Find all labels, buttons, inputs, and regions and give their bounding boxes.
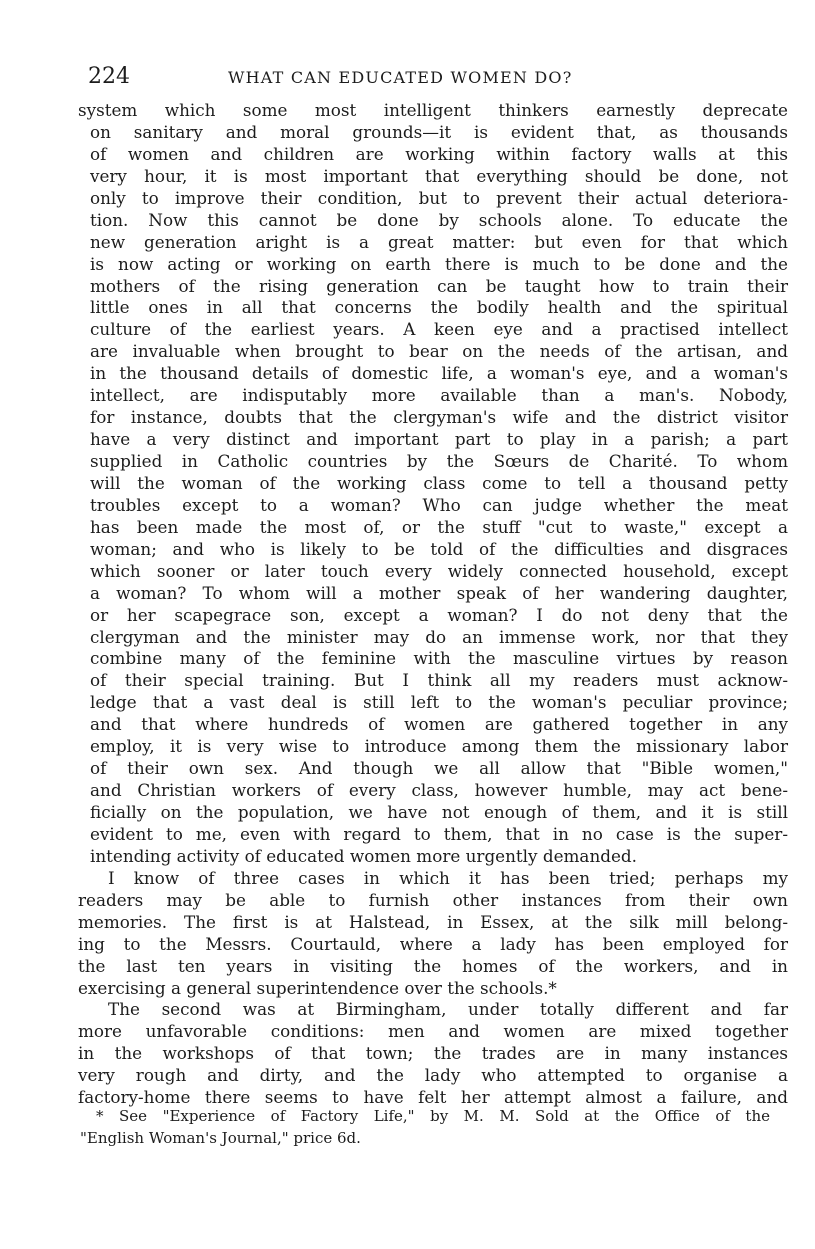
text-line: in the thousand details of domestic life, a woman's eye, and a woman's bbox=[90, 363, 788, 384]
text-line: more unfavorable conditions: men and women are mixed together bbox=[78, 1021, 788, 1042]
footnote bbox=[80, 1105, 770, 1149]
text-line: clergyman and the minister may do an immense work, nor that they bbox=[90, 626, 788, 647]
text-line: on sanitary and moral grounds—it is evident that, as thousands bbox=[90, 121, 788, 142]
text-line: employ, it is very wise to introduce among them the missionary labor bbox=[90, 736, 788, 757]
text-line: has been made the most of, or the stuff "cut to waste," except a bbox=[90, 516, 788, 537]
text-line: only to improve their condition, but to prevent their actual deteriora- bbox=[90, 187, 788, 208]
text-line: ledge that a vast deal is still left to the woman's peculiar province; bbox=[90, 692, 788, 713]
footnote-line: * See "Experience of Factory Life," by M. M. Sold at the Office of the bbox=[96, 1107, 770, 1125]
text-line: intending activity of educated women more urgently demanded. bbox=[90, 845, 637, 866]
text-line: woman; and who is likely to be told of the difficulties and disgraces bbox=[90, 538, 788, 559]
page-number: 224 bbox=[88, 64, 130, 89]
text-line: in the workshops of that town; the trades are in many instances bbox=[78, 1043, 788, 1064]
text-line: little ones in all that concerns the bodily health and the spiritual bbox=[90, 297, 788, 318]
text-line: The second was at Birmingham, under totally different and far bbox=[108, 999, 788, 1020]
text-line: combine many of the feminine with the masculine virtues by reason bbox=[90, 648, 788, 669]
text-line: of women and children are working within factory walls at this bbox=[90, 143, 788, 164]
text-line: system which some most intelligent thinkers earnestly deprecate bbox=[78, 100, 788, 120]
text-line: or her scapegrace son, except a woman? I do not deny that the bbox=[90, 604, 788, 625]
text-line: factory-home there seems to have felt her attempt almost a failure, and bbox=[78, 1087, 788, 1108]
text-line: tion. Now this cannot be done by schools alone. To educate the bbox=[90, 209, 788, 230]
text-line: ficially on the population, we have not enough of them, and it is still bbox=[90, 802, 788, 822]
text-line: new generation aright is a great matter: but even for that which bbox=[90, 231, 788, 252]
text-line: for instance, doubts that the clergyman's wife and the district visitor bbox=[90, 407, 788, 428]
page-header bbox=[88, 62, 778, 94]
text-line: is now acting or working on earth there is much to be done and the bbox=[90, 253, 788, 274]
text-line: evident to me, even with regard to them, that in no case is the super- bbox=[90, 823, 788, 844]
text-line: a woman? To whom will a mother speak of her wandering daughter, bbox=[90, 582, 788, 603]
text-line: of their own sex. And though we all allow that "Bible women," bbox=[90, 758, 788, 779]
text-line: of their special training. But I think all my readers must acknow- bbox=[90, 670, 788, 691]
text-line: very rough and dirty, and the lady who attempted to organise a bbox=[78, 1065, 788, 1086]
text-line: have a very distinct and important part to play in a parish; a part bbox=[90, 429, 788, 450]
text-line: supplied in Catholic countries by the Sœurs de Charité. To whom bbox=[90, 451, 788, 471]
text-line: exercising a general superintendence over the schools.* bbox=[78, 977, 557, 998]
text-line: culture of the earliest years. A keen eye and a practised intellect bbox=[90, 319, 788, 340]
text-line: memories. The first is at Halstead, in Essex, at the silk mill belong- bbox=[78, 911, 788, 932]
text-line: I know of three cases in which it has been tried; perhaps my bbox=[108, 867, 788, 888]
text-line: are invaluable when brought to bear on the needs of the artisan, and bbox=[90, 341, 788, 362]
text-line: and that where hundreds of women are gathered together in any bbox=[90, 714, 788, 735]
text-line: ing to the Messrs. Courtauld, where a lady has been employed for bbox=[78, 933, 788, 954]
footnote-line: "English Woman's Journal," price 6d. bbox=[80, 1129, 361, 1147]
text-line: intellect, are indisputably more available than a man's. Nobody, bbox=[90, 385, 788, 406]
text-line: very hour, it is most important that everything should be done, not bbox=[90, 165, 788, 186]
body-text bbox=[78, 100, 788, 1109]
text-line: the last ten years in visiting the homes of the workers, and in bbox=[78, 955, 788, 976]
text-line: will the woman of the working class come to tell a thousand petty bbox=[90, 472, 788, 493]
running-head: WHAT CAN EDUCATED WOMEN DO? bbox=[228, 68, 573, 87]
text-line: troubles except to a woman? Who can judge whether the meat bbox=[90, 494, 788, 515]
text-line: and Christian workers of every class, however humble, may act bene- bbox=[90, 780, 788, 801]
text-line: mothers of the rising generation can be taught how to train their bbox=[90, 275, 788, 296]
text-line: which sooner or later touch every widely connected household, except bbox=[90, 560, 788, 581]
text-line: readers may be able to furnish other instances from their own bbox=[78, 889, 788, 910]
